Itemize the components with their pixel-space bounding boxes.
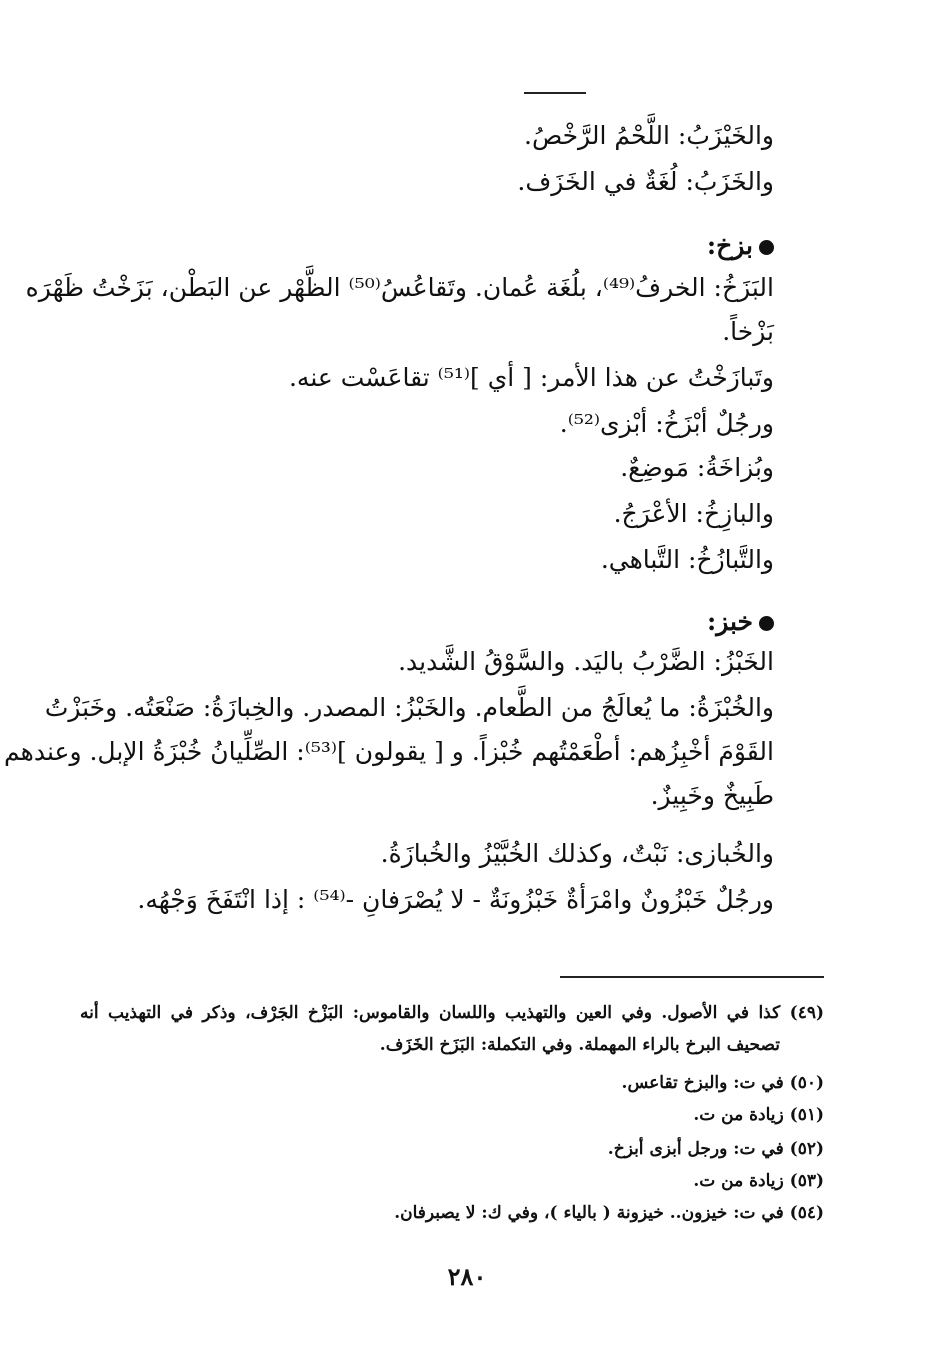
entry-line: طَبِيخٌ وخَبِيزٌ.: [650, 781, 774, 810]
entry-line: القَوْمَ أخْبِزُهم: أطْعَمْتُهم خُبْزاً. و [ يقولون ]⁽⁵³⁾: الصِّلِّيانُ خُبْزَةُ الإبل. وعندهم: [4, 737, 774, 766]
entry-line: وتَبازَخْتُ عن هذا الأمر: [ أي ]⁽⁵¹⁾ تقاعَسْت عنه.: [288, 363, 774, 392]
entry-line: والخَيْزَبُ: اللَّحْمُ الرَّخْصُ.: [524, 121, 774, 150]
bullet-icon: [759, 616, 774, 631]
entry-line: ورجُلٌ خَبْزُونٌ وامْرَأةٌ خَبْزُونَةٌ - لا يُصْرَفانِ -⁽⁵⁴⁾ : إذا انْتَفَخَ وَجْهُه.: [137, 885, 774, 914]
top-divider: [524, 92, 586, 94]
entry-line: ورجُلٌ أبْزَخُ: أبْزى⁽⁵²⁾.: [559, 409, 774, 438]
entry-line: والخُبْزَةُ: ما يُعالَجُ من الطَّعام. والخَبْزُ: المصدر. والخِبازَةُ: صَنْعَتُه. وخَبَزْتُ: [44, 693, 774, 722]
entry-line: والخُبازى: نَبْتٌ، وكذلك الخُبَّيْزُ والخُبازَةُ.: [380, 839, 774, 868]
entry-line: والخَزَبُ: لُغَةٌ في الخَزَف.: [517, 167, 774, 196]
section-heading-label: بزخ:: [706, 231, 753, 260]
bullet-icon: [759, 240, 774, 255]
entry-line: البَزَخُ: الخرفُ⁽⁴⁹⁾، بلُغَة عُمان. وتَقاعُسُ⁽⁵⁰⁾ الظَّهْر عن البَطْن، بَزَخْتُ ظَهْرَه: [25, 273, 774, 302]
entry-line: بَزْخاً.: [722, 317, 774, 346]
entry-line: وبُزاخَةُ: مَوضِعٌ.: [620, 453, 774, 482]
section-heading-khbz: [707, 602, 774, 642]
section-heading-label: خبز:: [706, 607, 753, 636]
footnote: (٥٠) في ت: والبزخ تقاعس.: [621, 1073, 824, 1093]
footnote-divider: [560, 976, 824, 978]
page-number: ٢٨٠: [447, 1262, 487, 1291]
section-heading-bzkh: [707, 226, 774, 266]
entry-line: الخَبْزُ: الضَّرْبُ باليَد. والسَّوْقُ الشَّديد.: [398, 647, 774, 676]
footnote-continuation: تصحيف البرخ بالراء المهملة. وفي التكملة: البَزَخ الخَزَف.: [379, 1035, 780, 1055]
footnote: (٥١) زيادة من ت.: [693, 1105, 824, 1125]
footnote: (٥٤) في ت: خيزون.. خيزونة ( بالياء )، وفي ك: لا يصبرفان.: [394, 1203, 824, 1223]
entry-line: والبازِخُ: الأعْرَجُ.: [613, 499, 774, 528]
footnote: (٥٣) زيادة من ت.: [693, 1171, 824, 1191]
footnote: (٥٢) في ت: ورجل أبزى أبزخ.: [607, 1139, 824, 1159]
footnote: (٤٩) كذا في الأصول. وفي العين والتهذيب واللسان والقاموس: البَزْخ الجَرْف، وذكر في التهذيب أنه: [80, 1003, 824, 1023]
entry-line: والتَّبازُخُ: التَّباهي.: [600, 545, 774, 574]
